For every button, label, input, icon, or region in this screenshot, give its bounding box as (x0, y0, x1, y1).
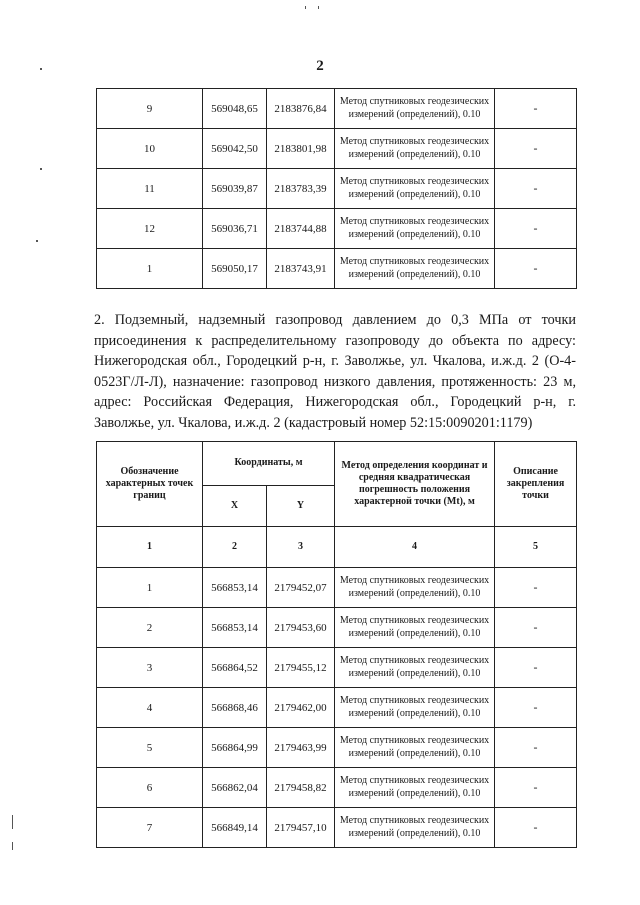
point-cell: 11 (97, 169, 203, 209)
table-row (97, 728, 577, 768)
table-row (97, 89, 577, 129)
method-cell: Метод спутниковых геодезических измерений (определений), 0.10 (335, 608, 495, 648)
method-cell: Метод спутниковых геодезических измерений (определений), 0.10 (335, 808, 495, 848)
description-cell: - (495, 808, 577, 848)
point-cell: 1 (97, 249, 203, 289)
method-cell: Метод спутниковых геодезических измерений (определений), 0.10 (335, 209, 495, 249)
table-row (97, 129, 577, 169)
point-cell: 4 (97, 688, 203, 728)
table-row (97, 688, 577, 728)
point-cell: 10 (97, 129, 203, 169)
point-cell: 5 (97, 728, 203, 768)
section-paragraph: 2. Подземный, надземный газопровод давлением до 0,3 МПа от точки присоединения к распределительному газопроводу до объекта по адресу: Нижегородская обл., Городецкий р-н, г. Заволжье, ул. Чкалова, и.ж.д. 2 (О-4-0523Г/Л-Л), назначение: газопровод низкого давления, протяженность: 23 м, адрес: Российская Федерация, Нижегородская обл., Городецкий р-н, г. Заволжье, ул. Чкалова, и.ж.д. 2 (кадастровый номер 52:15:0090201:1179) (94, 312, 576, 431)
method-cell: Метод спутниковых геодезических измерений (определений), 0.10 (335, 129, 495, 169)
method-cell: Метод спутниковых геодезических измерений (определений), 0.10 (335, 169, 495, 209)
y-cell: 2179462,00 (267, 688, 335, 728)
x-cell: 569050,17 (203, 249, 267, 289)
method-cell: Метод спутниковых геодезических измерений (определений), 0.10 (335, 688, 495, 728)
header-num-4: 4 (335, 527, 495, 568)
x-cell: 569039,87 (203, 169, 267, 209)
description-cell: - (495, 768, 577, 808)
method-cell: Метод спутниковых геодезических измерений (определений), 0.10 (335, 249, 495, 289)
description-cell: - (495, 688, 577, 728)
y-cell: 2179453,60 (267, 608, 335, 648)
description-cell: - (495, 568, 577, 608)
header-num-1: 1 (97, 527, 203, 568)
x-cell: 569048,65 (203, 89, 267, 129)
point-cell: 1 (97, 568, 203, 608)
coordinates-table (96, 441, 577, 848)
y-cell: 2183876,84 (267, 89, 335, 129)
y-cell: 2183783,39 (267, 169, 335, 209)
method-cell: Метод спутниковых геодезических измерений (определений), 0.10 (335, 568, 495, 608)
coordinates-table-continued (96, 88, 577, 289)
y-cell: 2183801,98 (267, 129, 335, 169)
table-row (97, 608, 577, 648)
header-num-2: 2 (203, 527, 267, 568)
method-cell: Метод спутниковых геодезических измерений (определений), 0.10 (335, 648, 495, 688)
point-cell: 7 (97, 808, 203, 848)
point-cell: 3 (97, 648, 203, 688)
header-num-3: 3 (267, 527, 335, 568)
x-cell: 566849,14 (203, 808, 267, 848)
table-row (97, 808, 577, 848)
x-cell: 566864,52 (203, 648, 267, 688)
header-coords: Координаты, м (203, 442, 335, 486)
table-row (97, 209, 577, 249)
y-cell: 2179455,12 (267, 648, 335, 688)
description-cell: - (495, 129, 577, 169)
y-cell: 2183744,88 (267, 209, 335, 249)
description-cell: - (495, 209, 577, 249)
point-cell: 9 (97, 89, 203, 129)
description-cell: - (495, 89, 577, 129)
table-row (97, 648, 577, 688)
header-description: Описание закрепления точки (495, 442, 577, 527)
y-cell: 2179458,82 (267, 768, 335, 808)
description-cell: - (495, 728, 577, 768)
x-cell: 566868,46 (203, 688, 267, 728)
header-method: Метод определения координат и средняя квадратическая погрешность положения характерной точки (Mt), м (335, 442, 495, 527)
description-cell: - (495, 648, 577, 688)
x-cell: 569042,50 (203, 129, 267, 169)
x-cell: 566864,99 (203, 728, 267, 768)
method-cell: Метод спутниковых геодезических измерений (определений), 0.10 (335, 89, 495, 129)
table-row (97, 768, 577, 808)
page-number: 2 (316, 58, 324, 74)
y-cell: 2179457,10 (267, 808, 335, 848)
table-row (97, 568, 577, 608)
method-cell: Метод спутниковых геодезических измерений (определений), 0.10 (335, 768, 495, 808)
header-x: X (203, 485, 267, 527)
table-row (97, 249, 577, 289)
header-point: Обозначение характерных точек границ (97, 442, 203, 527)
x-cell: 566853,14 (203, 608, 267, 648)
x-cell: 566853,14 (203, 568, 267, 608)
x-cell: 569036,71 (203, 209, 267, 249)
method-cell: Метод спутниковых геодезических измерений (определений), 0.10 (335, 728, 495, 768)
description-cell: - (495, 249, 577, 289)
header-num-5: 5 (495, 527, 577, 568)
point-cell: 6 (97, 768, 203, 808)
y-cell: 2183743,91 (267, 249, 335, 289)
header-y: Y (267, 485, 335, 527)
table-row (97, 169, 577, 209)
point-cell: 2 (97, 608, 203, 648)
y-cell: 2179452,07 (267, 568, 335, 608)
description-cell: - (495, 608, 577, 648)
point-cell: 12 (97, 209, 203, 249)
description-cell: - (495, 169, 577, 209)
x-cell: 566862,04 (203, 768, 267, 808)
y-cell: 2179463,99 (267, 728, 335, 768)
